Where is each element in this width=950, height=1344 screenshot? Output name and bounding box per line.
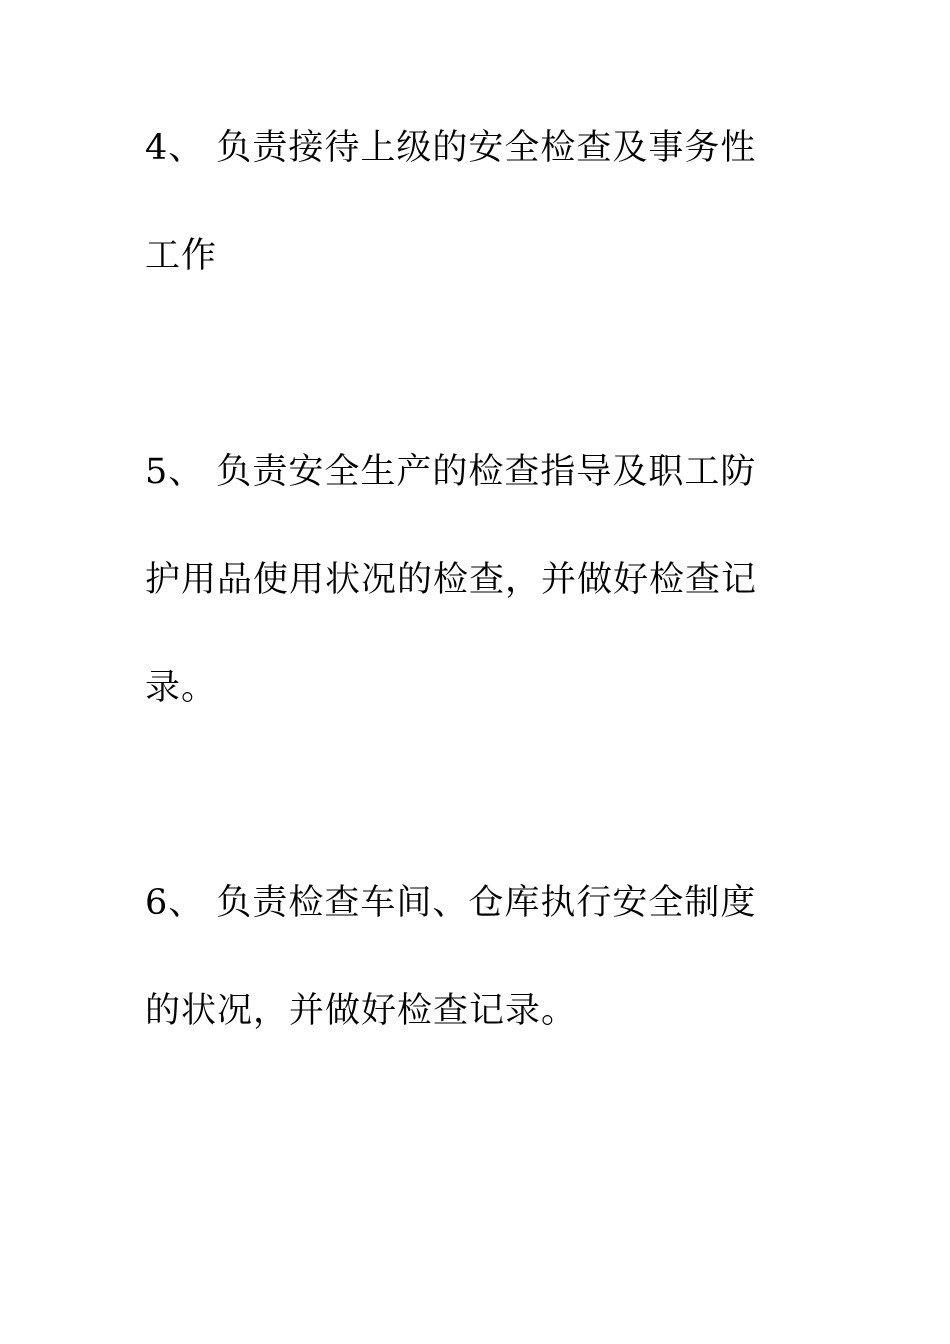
duty-item-4-line-1: 4、 负责接待上级的安全检查及事务性 [145,128,757,168]
duty-item-5-line-1: 5、 负责安全生产的检查指导及职工防 [145,452,757,492]
duty-item-5-line-3: 录。 [145,668,218,708]
duty-item-4-line-2: 工作 [145,236,218,276]
duty-item-5-line-2: 护用品使用状况的检查，并做好检查记 [145,560,758,600]
duty-item-6-line-1: 6、 负责检查车间、仓库执行安全制度 [145,883,757,923]
duty-item-6-line-2: 的状况，并做好检查记录。 [145,991,578,1031]
